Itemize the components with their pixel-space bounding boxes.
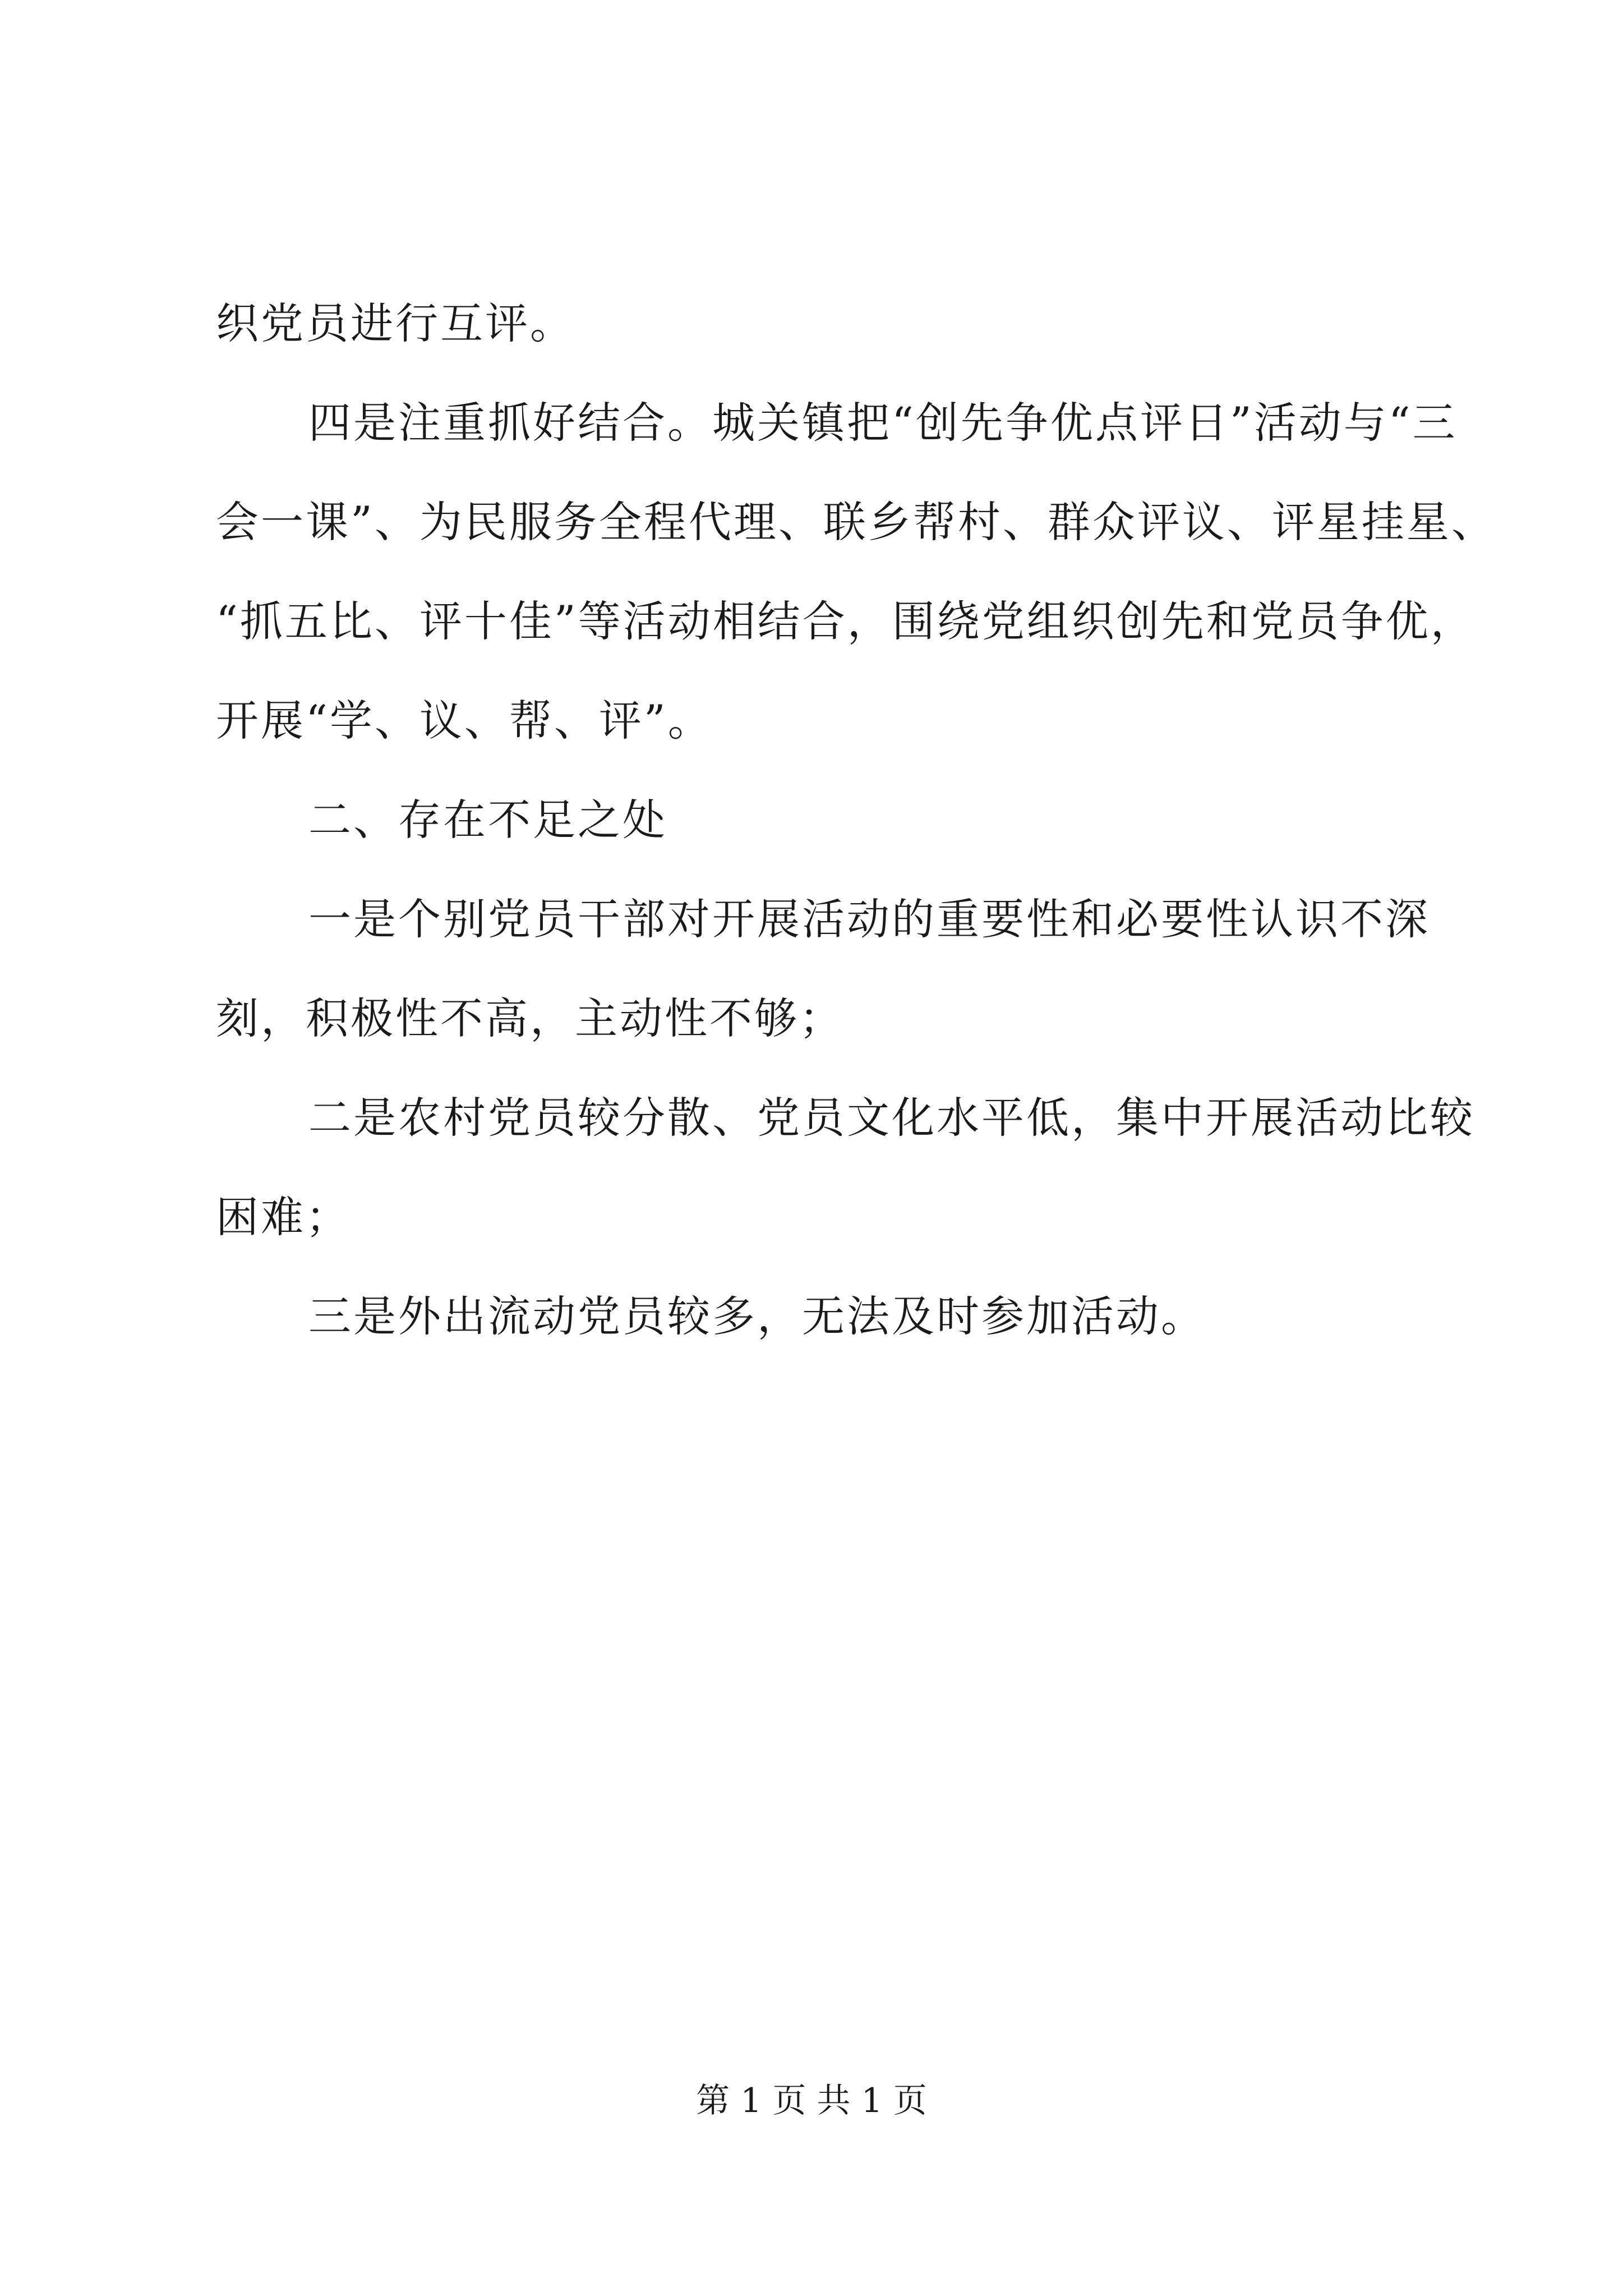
- paragraph-line: 一是个别党员干部对开展活动的重要性和必要性认识不深: [308, 894, 1430, 944]
- paragraph-line: 四是注重抓好结合。城关镇把“创先争优点评日”活动与“三: [308, 398, 1458, 448]
- paragraph-line: 开展“学、议、帮、评”。: [216, 696, 713, 746]
- page-number-footer: 第 1 页 共 1 页: [696, 2081, 927, 2120]
- paragraph-line: “抓五比、评十佳”等活动相结合，围绕党组织创先和党员争优，: [216, 596, 1476, 646]
- document-body: [216, 274, 1496, 1366]
- paragraph-line: 三是外出流动党员较多，无法及时参加活动。: [308, 1291, 1206, 1341]
- paragraph-line: 困难；: [216, 1192, 351, 1242]
- paragraph-line: 会一课”、为民服务全程代理、联乡帮村、群众评议、评星挂星、: [216, 497, 1496, 547]
- section-heading: 二、存在不足之处: [308, 795, 667, 845]
- paragraph-line: 刻，积极性不高，主动性不够；: [216, 993, 844, 1043]
- paragraph-line: 二是农村党员较分散、党员文化水平低，集中开展活动比较: [308, 1093, 1475, 1143]
- paragraph-line: 织党员进行互评。: [216, 298, 575, 348]
